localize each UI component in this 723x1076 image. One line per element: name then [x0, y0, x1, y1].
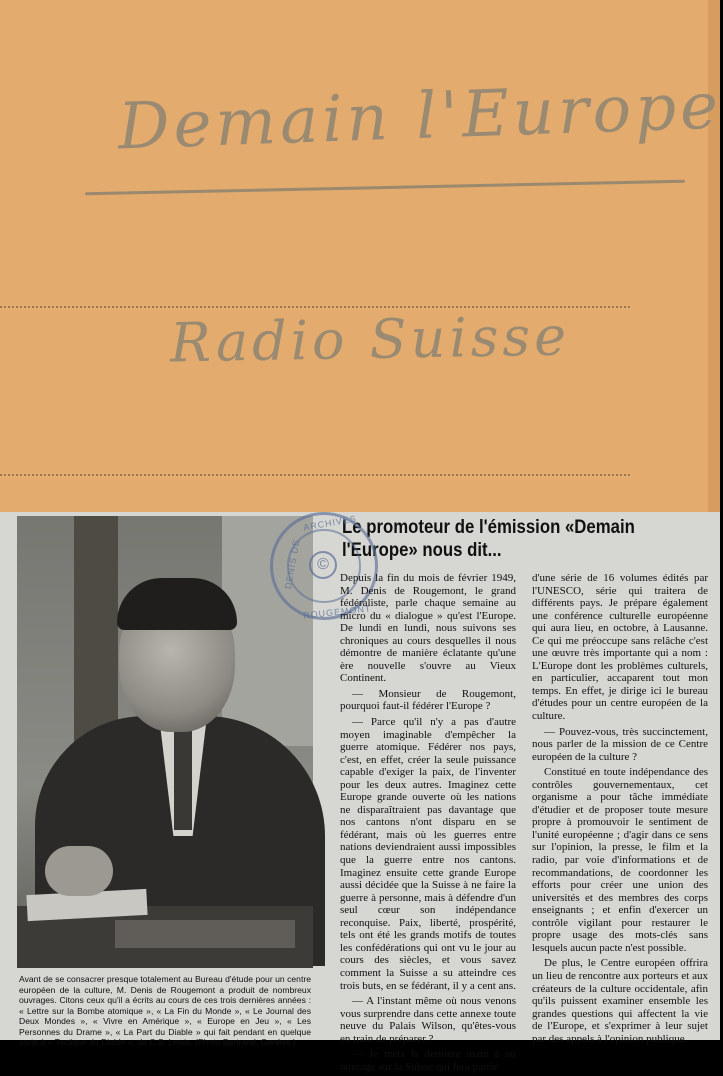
photo-hand	[45, 846, 113, 896]
portrait-photo	[17, 516, 313, 968]
stamp-text-bottom: ROUGEMONT	[302, 603, 372, 621]
copyright-icon: ©	[309, 551, 337, 579]
paragraph: — Pouvez-vous, très succinctement, nous parler de la mission de ce Centre européen de la culture ?	[532, 725, 708, 763]
paragraph: — Parce qu'il n'y a pas d'autre moyen imaginable d'empêcher la guerre atomique. Fédérer nos pays, c'est, en effet, créer la seule puissance capable d'exiger la paix, de l'inventer pour les deux autres. Imaginez cette Europe grande ouverte où les nations ne disparaîtraient pas davantage que nos cantons n'ont disparu en se fédérant, mais où les guerres entre nations deviendraient aussi impossibles que la guerre entre nos cantons. Imaginez ensuite cette grande Europe aussi décidée que la Suisse à ne faire la guerre à personne, mais à défendre d'un seul cœur son indépendance reconquise. Paix, liberté, prospérité, tels ont été les grands motifs de toutes les confédérations qui ont vu le jour au cours des siècles, et vous savez comment la Suisse a su atteindre ces trois buts, en se fédérant, il y a cent ans.	[340, 716, 516, 992]
paragraph: Depuis la fin du mois de février 1949, M. Denis de Rougemont, le grand fédéraliste, parle chaque semaine au micro du « dialogue » qu'est l'Europe. De lundi en lundi, nous suivons ses chroniques au cours desquelles il nous démontre de manière éclatante qu'une ère nouvelle s'ouvre au Vieux Continent.	[340, 572, 516, 685]
paragraph: De plus, le Centre européen offrira un lieu de rencontre aux porteurs et aux créateurs de la culture occidentale, afin qu'ils puissent examiner ensemble les grandes questions qui affectent la vie de l'Europe, et s'exprimer à leur sujet par des appels à l'opinion publique.	[532, 957, 708, 1045]
stamp-text-top: ARCHIVES	[302, 513, 358, 533]
paragraph: Constitué en toute indépendance des contrôles gouvernementaux, cet organisme a pour tâche immédiate d'étudier et de proposer toute mesure propre à promouvoir le sentiment de l'unité européenne ; d'agir dans ce sens sur l'opinion, la presse, le film et la radio, par voie d'informations et de recommandations, de coordonner les efforts pour créer une union des universités et des membres des corps enseignants ; et enfin d'exercer un contrôle vigilant pour restaurer le propre usage des mots-clés sans lesquels aucun pacte n'est possible.	[532, 766, 708, 954]
article-headline: Le promoteur de l'émission «Demain l'Europe» nous dit...	[342, 516, 635, 561]
paragraph: — A l'instant même où nous venons vous surprendre dans cette annexe toute neuve du Palais Wilson, qu'êtes-vous en train de préparer ?	[340, 995, 516, 1045]
stamp-text-left: DENIS DE	[282, 538, 302, 590]
newspaper-clipping	[0, 512, 720, 1073]
photo-caption: Avant de se consacrer presque totalement au Bureau d'étude pour un centre européen de la culture, M. Denis de Rougemont a produit de nombreux ouvrages. Citons ceux qu'il a écrits au cours de ces trois dernières années : « Lettre sur la Bombe atomique », « La Fin du Monde », « Le Journal des Deux Mondes », « Vivre en Amérique », « Europe en Jeu », « Les Personnes du Drame », « La Part du Diable » qui fait pendant en quelque sorte à « Tactique du Diable », de C.S. Lewis. (Photo Bertrand, Genève.)	[19, 974, 311, 1047]
paragraph: — Monsieur de Rougemont, pourquoi faut-il fédérer l'Europe ?	[340, 687, 516, 713]
handwritten-subtitle: Radio Suisse	[169, 304, 571, 375]
photo-book	[115, 920, 295, 948]
archive-folder	[0, 0, 723, 512]
handwritten-title: Demain l'Europe	[116, 69, 723, 165]
photo-hair	[117, 578, 237, 630]
paragraph: d'une série de 16 volumes édités par l'UNESCO, série qui traitera de différents pays. Je prépare également une conférence culturelle européenne qui aura lieu, en octobre, à Lausanne. Ce qui me préoccupe sans relâche c'est une œuvre très importante qui a nom : L'Europe dont les problèmes culturels, en particulier, accaparent tout mon temps. En effet, je dirige ici le bureau d'études pour un centre européen de la culture.	[532, 572, 708, 723]
handwritten-underline	[85, 180, 685, 196]
photo-tie	[174, 730, 192, 830]
article-column-right	[532, 572, 708, 1048]
paragraph: — Je mets la dernière main à un ouvrage sur la Suisse qui fera partie	[340, 1048, 516, 1073]
dotted-line	[0, 474, 630, 476]
article-column-left	[340, 572, 516, 1076]
